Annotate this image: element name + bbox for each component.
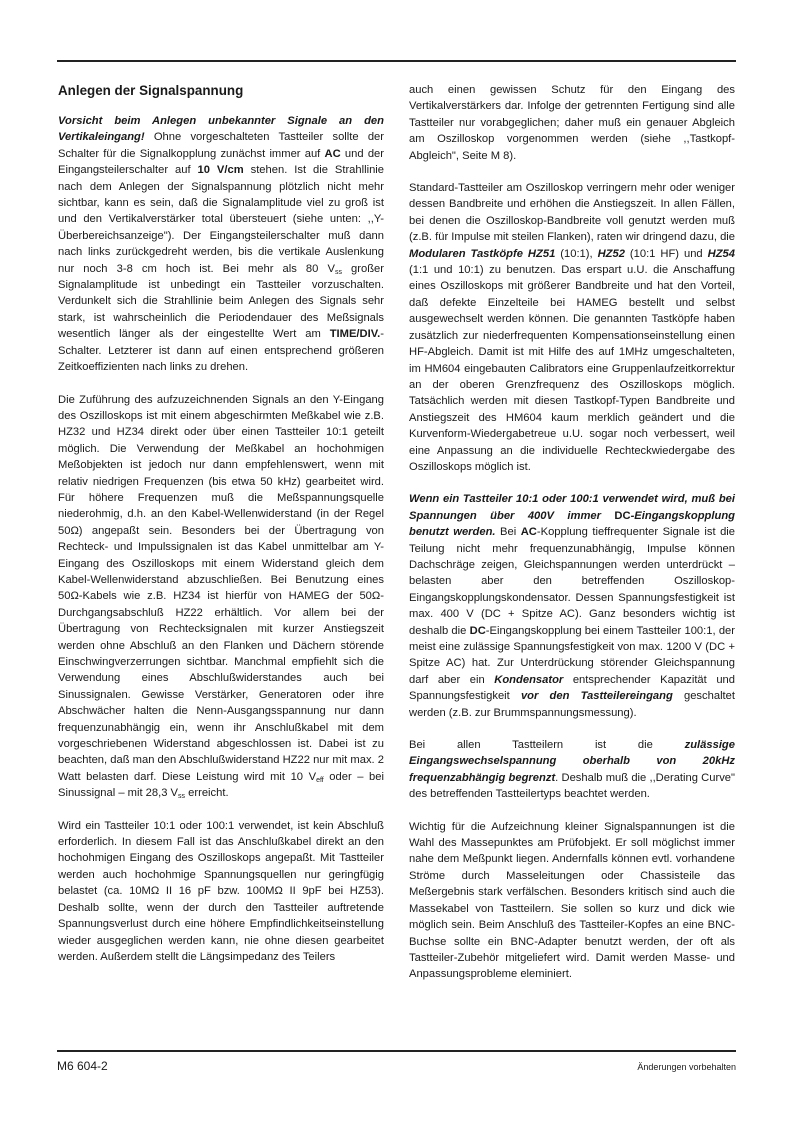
- warning-text: Vorsicht beim Anlegen unbekannter Signale an den Vertikaleingang!: [58, 115, 384, 144]
- paragraph-ground: Wichtig für die Aufzeichnung kleiner Signalspannungen ist die Wahl des Massepunktes am Prüfobjekt. Er soll möglichst immer nahe dem Meßpunkt liegen. Andernfalls können evtl. vorhandene Ströme durch Masseleitungen oder Chassisteile das Meßergebnis stark verfälschen. Besonders kritisch sind auch die Massekabel von Tastteilern. Sie sollen so kurz und dick wie möglich sein. Beim Anschluß des Tastteiler-Kopfes an eine BNC-Buchse sollte ein BNC-Adapter benutzt werden, der oft als Tastteiler-Zubehör mitgeliefert wird. Damit werden Masse- und Anpassungsprobleme eleminiert.: [409, 820, 735, 981]
- footer-note: Änderungen vorbehalten: [637, 1062, 736, 1072]
- paragraph-derating: Bei allen Tastteilern ist die zulässige Eingangswechselspannung oberhalb von 20kHz frequenzabhängig begrenzt. Deshalb muß die ,,Derating Curve" des betreffenden Tastteilertyps beachtet werden.: [409, 739, 735, 801]
- left-column: [58, 82, 384, 981]
- paragraph-dc-coupling: Wenn ein Tastteiler 10:1 oder 100:1 verwendet wird, muß bei Spannungen über 400V immer DC-Eingangskopplung benutzt werden. Bei AC-Kopplung tieffrequenter Signale ist die Teilung nicht mehr frequenzunabhängig, Impulse können Dachschräge zeigen, Gleichspannungen werden unterdrückt – belasten aber den betreffenden Oszilloskop-Eingangskopplungskondensator. Dessen Spannungsfestigkeit ist max. 400 V (DC + Spitze AC). Ganz besonders wichtig ist deshalb die DC-Eingangskopplung bei einem Tastteiler 100:1, der meist eine zulässige Spannungsfestigkeit von max. 1200 V (DC + Spitze AC) hat. Zur Unterdrückung störender Gleichspannung darf aber ein Kondensator entsprechender Kapazität und Spannungsfestigkeit vor den Tastteilereingang geschaltet werden (z.B. zur Brummspannungsmessung).: [409, 493, 735, 719]
- paragraph-cable: Die Zuführung des aufzuzeichnenden Signals an den Y-Eingang des Oszilloskops ist mit einem abgeschirmten Meßkabel wie z.B. HZ32 und HZ34 direkt oder über einen Tastteiler 10:1 geteilt möglich. Die Verwendung der Meßkabel an hochohmigen Meßobjekten ist jedoch nur dann empfehlenswert, wenn mit relativ niedrigen Frequenzen (bis etwa 50 kHz) gearbeitet wird. Für höhere Frequenzen muß die Meßspannungsquelle niederohmig, d.h. an den Kabel-Wellenwiderstand (in der Regel 50Ω) angepaßt sein. Besonders bei der Übertragung von Rechteck- und Impulssignalen ist das Kabel unmittelbar am Y-Eingang des Oszilloskops mit einem Widerstand gleich dem Kabel-Wellenwiderstand abzuschließen. Bei Benutzung eines 50Ω-Kabels wie z.B. HZ34 ist hierfür von HAMEG der 50Ω-Durchgangsabschluß HZ22 erhältlich. Vor allem bei der Übertragung von Rechtecksignalen mit kurzer Anstiegszeit werden ohne Abschluß an den Flanken und Dächern störende Einschwingverzerrungen sichtbar. Manchmal empfiehlt sich die Verwendung eines Abschlußwiderstandes auch bei Sinussignalen. Gewisse Verstärker, Generatoren oder ihre Abschwächer halten die Nenn-Ausgangsspannung nur dann frequenzunabhängig ein, wenn ihr Anschlußkabel mit dem vorgeschriebenen Widerstand abgeschlossen ist. Dabei ist zu beachten, daß man den Abschlußwiderstand HZ22 nur mit max. 2 Watt belasten darf. Diese Leistung wird mit 10 $V_{eff}$ oder – bei Sinussignal – mit 28,3 $V_{ss}$ erreicht.: [58, 393, 384, 801]
- paragraph-probe: Wird ein Tastteiler 10:1 oder 100:1 verwendet, ist kein Abschluß erforderlich. In diesem Fall ist das Anschlußkabel direkt an den hochohmigen Eingang des Oszilloskops angepaßt. Mit Tastteiler werden auch hochohmige Spannungsquellen nur geringfügig belastet (ca. 10MΩ II 16 pF bzw. 100MΩ II 9pF bei HZ53). Deshalb sollte, wenn der durch den Tastteiler auftretende Spannungsverlust durch eine höhere Empfindlichkeitseinstellung wieder ausgeglichen werden kann, nie ohne diesen gearbeitet werden. Außerdem stellt die Längsimpedanz des Teilers: [58, 819, 384, 963]
- bottom-rule: [57, 1050, 736, 1052]
- paragraph-warning: Vorsicht beim Anlegen unbekannter Signale an den Vertikaleingang! Ohne vorgeschalteten Tastteiler sollte der Schalter für die Signalkopplung zunächst immer auf AC und der Eingangsteilerschalter auf 10 V/cm stehen. Ist die Strahllinie nach dem Anlegen der Signalspannung plötzlich nicht mehr sichtbar, kann es sein, daß die Signalamplitude viel zu groß ist und den Vertikalverstärker total übersteuert (siehe unten: ,,Y-Überbereichsanzeige"). Der Eingangsteilerschalter muß dann nach links zurückgedreht werden, bis die vertikale Auslenkung nur noch 3-8 cm hoch ist. Bei mehr als 80 $V_{ss}$ großer Signalamplitude ist unbedingt ein Tastteiler vorzuschalten. Verdunkelt sich die Strahllinie beim Anlegen des Signals sehr stark, ist wahrscheinlich die Periodendauer des Meßsignals wesentlich länger als der eingestellte Wert am TIME/DIV.-Schalter. Letzterer ist dann auf einen entsprechend größeren Zeitkoeffizienten nach links zu drehen.: [58, 115, 385, 374]
- top-rule: [57, 60, 736, 62]
- paragraph-standard-probes: Standard-Tastteiler am Oszilloskop verringern mehr oder weniger dessen Bandbreite und erhöhen die Anstiegszeit. In allen Fällen, bei denen die Oszilloskop-Bandbreite voll genutzt werden muß (z.B. für Impulse mit steilen Flanken), raten wir dringend dazu, die Modularen Tastköpfe HZ51 (10:1), HZ52 (10:1 HF) und HZ54 (1:1 und 10:1) zu benutzen. Das erspart u.U. die Anschaffung eines Oszilloskops mit größerer Bandbreite und hat den Vorteil, daß defekte Einzelteile bei HAMEG bestellt und selbst ausgewechselt werden können. Die genannten Tastköpfe haben zusätzlich zur niederfrequenten Kompensationseinstellung einen HF-Abgleich. Damit ist mit Hilfe des auf 1MHz umgeschalteten, im HM604 eingebauten Calibrators eine Gruppenlaufzeitkorrektur an der oberen Grenzfrequenz des Oszilloskops möglich. Tatsächlich werden mit diesen Tastkopf-Typen Bandbreite und Anstiegszeit des HM604 kaum merklich geändert und die Kurvenform-Wiedergabetreue u.U. sogar noch verbessert, weil eine Anpassung an die individuelle Rechteckwiedergabe des Oszilloskops möglich ist.: [409, 182, 735, 473]
- right-column: [409, 82, 735, 999]
- page-number: M6 604-2: [57, 1059, 108, 1073]
- section-title: Anlegen der Signalspannung: [58, 83, 244, 98]
- paragraph-protection: auch einen gewissen Schutz für den Eingang des Vertikalverstärkers dar. Infolge der getrennten Fertigung sind alle Tastteiler nur vorabgeglichen; daher muß ein genauer Abgleich am Oszilloskop vorgenommen werden (siehe ,,Tastkopf-Abgleich", Seite M 8).: [409, 84, 735, 162]
